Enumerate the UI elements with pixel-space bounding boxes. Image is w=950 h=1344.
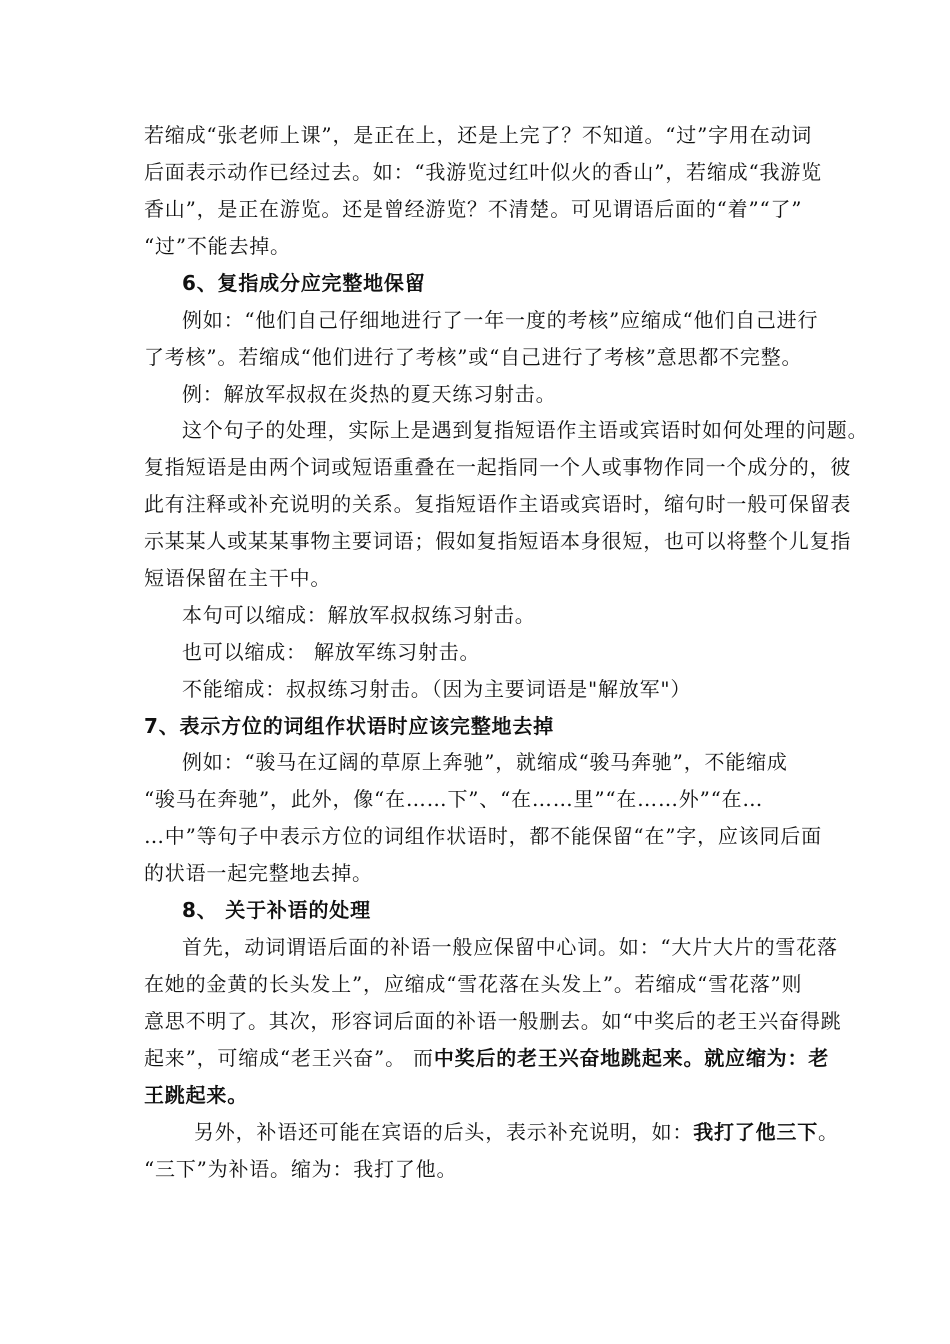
bold-text: 中奖后的老王兴奋地跳起来。就应缩为：老: [433, 1046, 830, 1070]
paragraph-line: “骏马在奔驰”，此外，像“在……下”、“在……里”“在……外”“在…: [144, 787, 764, 811]
plain-text: 起来”，可缩成“老王兴奋”。 而: [144, 1046, 434, 1070]
bold-line: 王跳起来。: [144, 1083, 248, 1107]
paragraph-line: 在她的金黄的长头发上”，应缩成“雪花落在头发上”。若缩成“雪花落”则: [144, 972, 803, 996]
paragraph-line: “三下”为补语。缩为：我打了他。: [144, 1157, 458, 1181]
section-heading-6: 6、复指成分应完整地保留: [182, 271, 426, 295]
paragraph-line: 此有注释或补充说明的关系。复指短语作主语或宾语时，缩句时一般可保留表: [144, 492, 852, 516]
paragraph-line: 不能缩成：叔叔练习射击。（因为主要词语是"解放军"）: [182, 677, 692, 701]
plain-text: 。: [818, 1120, 839, 1144]
plain-text: 另外，补语还可能在宾语的后头，表示补充说明，如：: [194, 1120, 694, 1144]
paragraph-line: 示某某人或某某事物主要词语；假如复指短语本身很短，也可以将整个儿复指: [144, 529, 852, 553]
paragraph-line: 例如：“骏马在辽阔的草原上奔驰”，就缩成“骏马奔驰”，不能缩成: [182, 750, 788, 774]
paragraph-line: [194, 1120, 839, 1144]
paragraph-line: 后面表示动作已经过去。如：“我游览过红叶似火的香山”，若缩成“我游览: [144, 160, 822, 184]
paragraph-line: 香山”，是正在游览。还是曾经游览？不清楚。可见谓语后面的“着”“了”: [144, 197, 803, 221]
paragraph-line: 也可以缩成： 解放军练习射击。: [182, 640, 481, 664]
bold-text: 我打了他三下: [693, 1120, 819, 1144]
paragraph-line: …中”等句子中表示方位的词组作状语时，都不能保留“在”字，应该同后面: [144, 824, 822, 848]
section-heading-7: 7、表示方位的词组作状语时应该完整地去掉: [144, 714, 554, 738]
paragraph-line: 例：解放军叔叔在炎热的夏天练习射击。: [182, 382, 557, 406]
section-heading-8: 8、 关于补语的处理: [182, 898, 371, 922]
paragraph-line: 若缩成“张老师上课”，是正在上，还是上完了？不知道。“过”字用在动词: [144, 123, 813, 147]
paragraph-line: 复指短语是由两个词或短语重叠在一起指同一个人或事物作同一个成分的，彼: [144, 455, 852, 479]
paragraph-line: 的状语一起完整地去掉。: [144, 861, 373, 885]
paragraph-line: 这个句子的处理，实际上是遇到复指短语作主语或宾语时如何处理的问题。: [182, 418, 869, 442]
paragraph-line: 了考核”。若缩成“他们进行了考核”或“自己进行了考核”意思都不完整。: [144, 345, 803, 369]
paragraph-line: [144, 1046, 829, 1070]
paragraph-line: 例如：“他们自己仔细地进行了一年一度的考核”应缩成“他们自己进行: [182, 308, 819, 332]
paragraph-line: 短语保留在主干中。: [144, 566, 332, 590]
paragraph-line: 首先，动词谓语后面的补语一般应保留中心词。如：“大片大片的雪花落: [182, 935, 838, 959]
paragraph-line: 意思不明了。其次，形容词后面的补语一般删去。如“中奖后的老王兴奋得跳: [144, 1009, 842, 1033]
paragraph-line: “过”不能去掉。: [144, 234, 291, 258]
paragraph-line: 本句可以缩成：解放军叔叔练习射击。: [182, 603, 536, 627]
